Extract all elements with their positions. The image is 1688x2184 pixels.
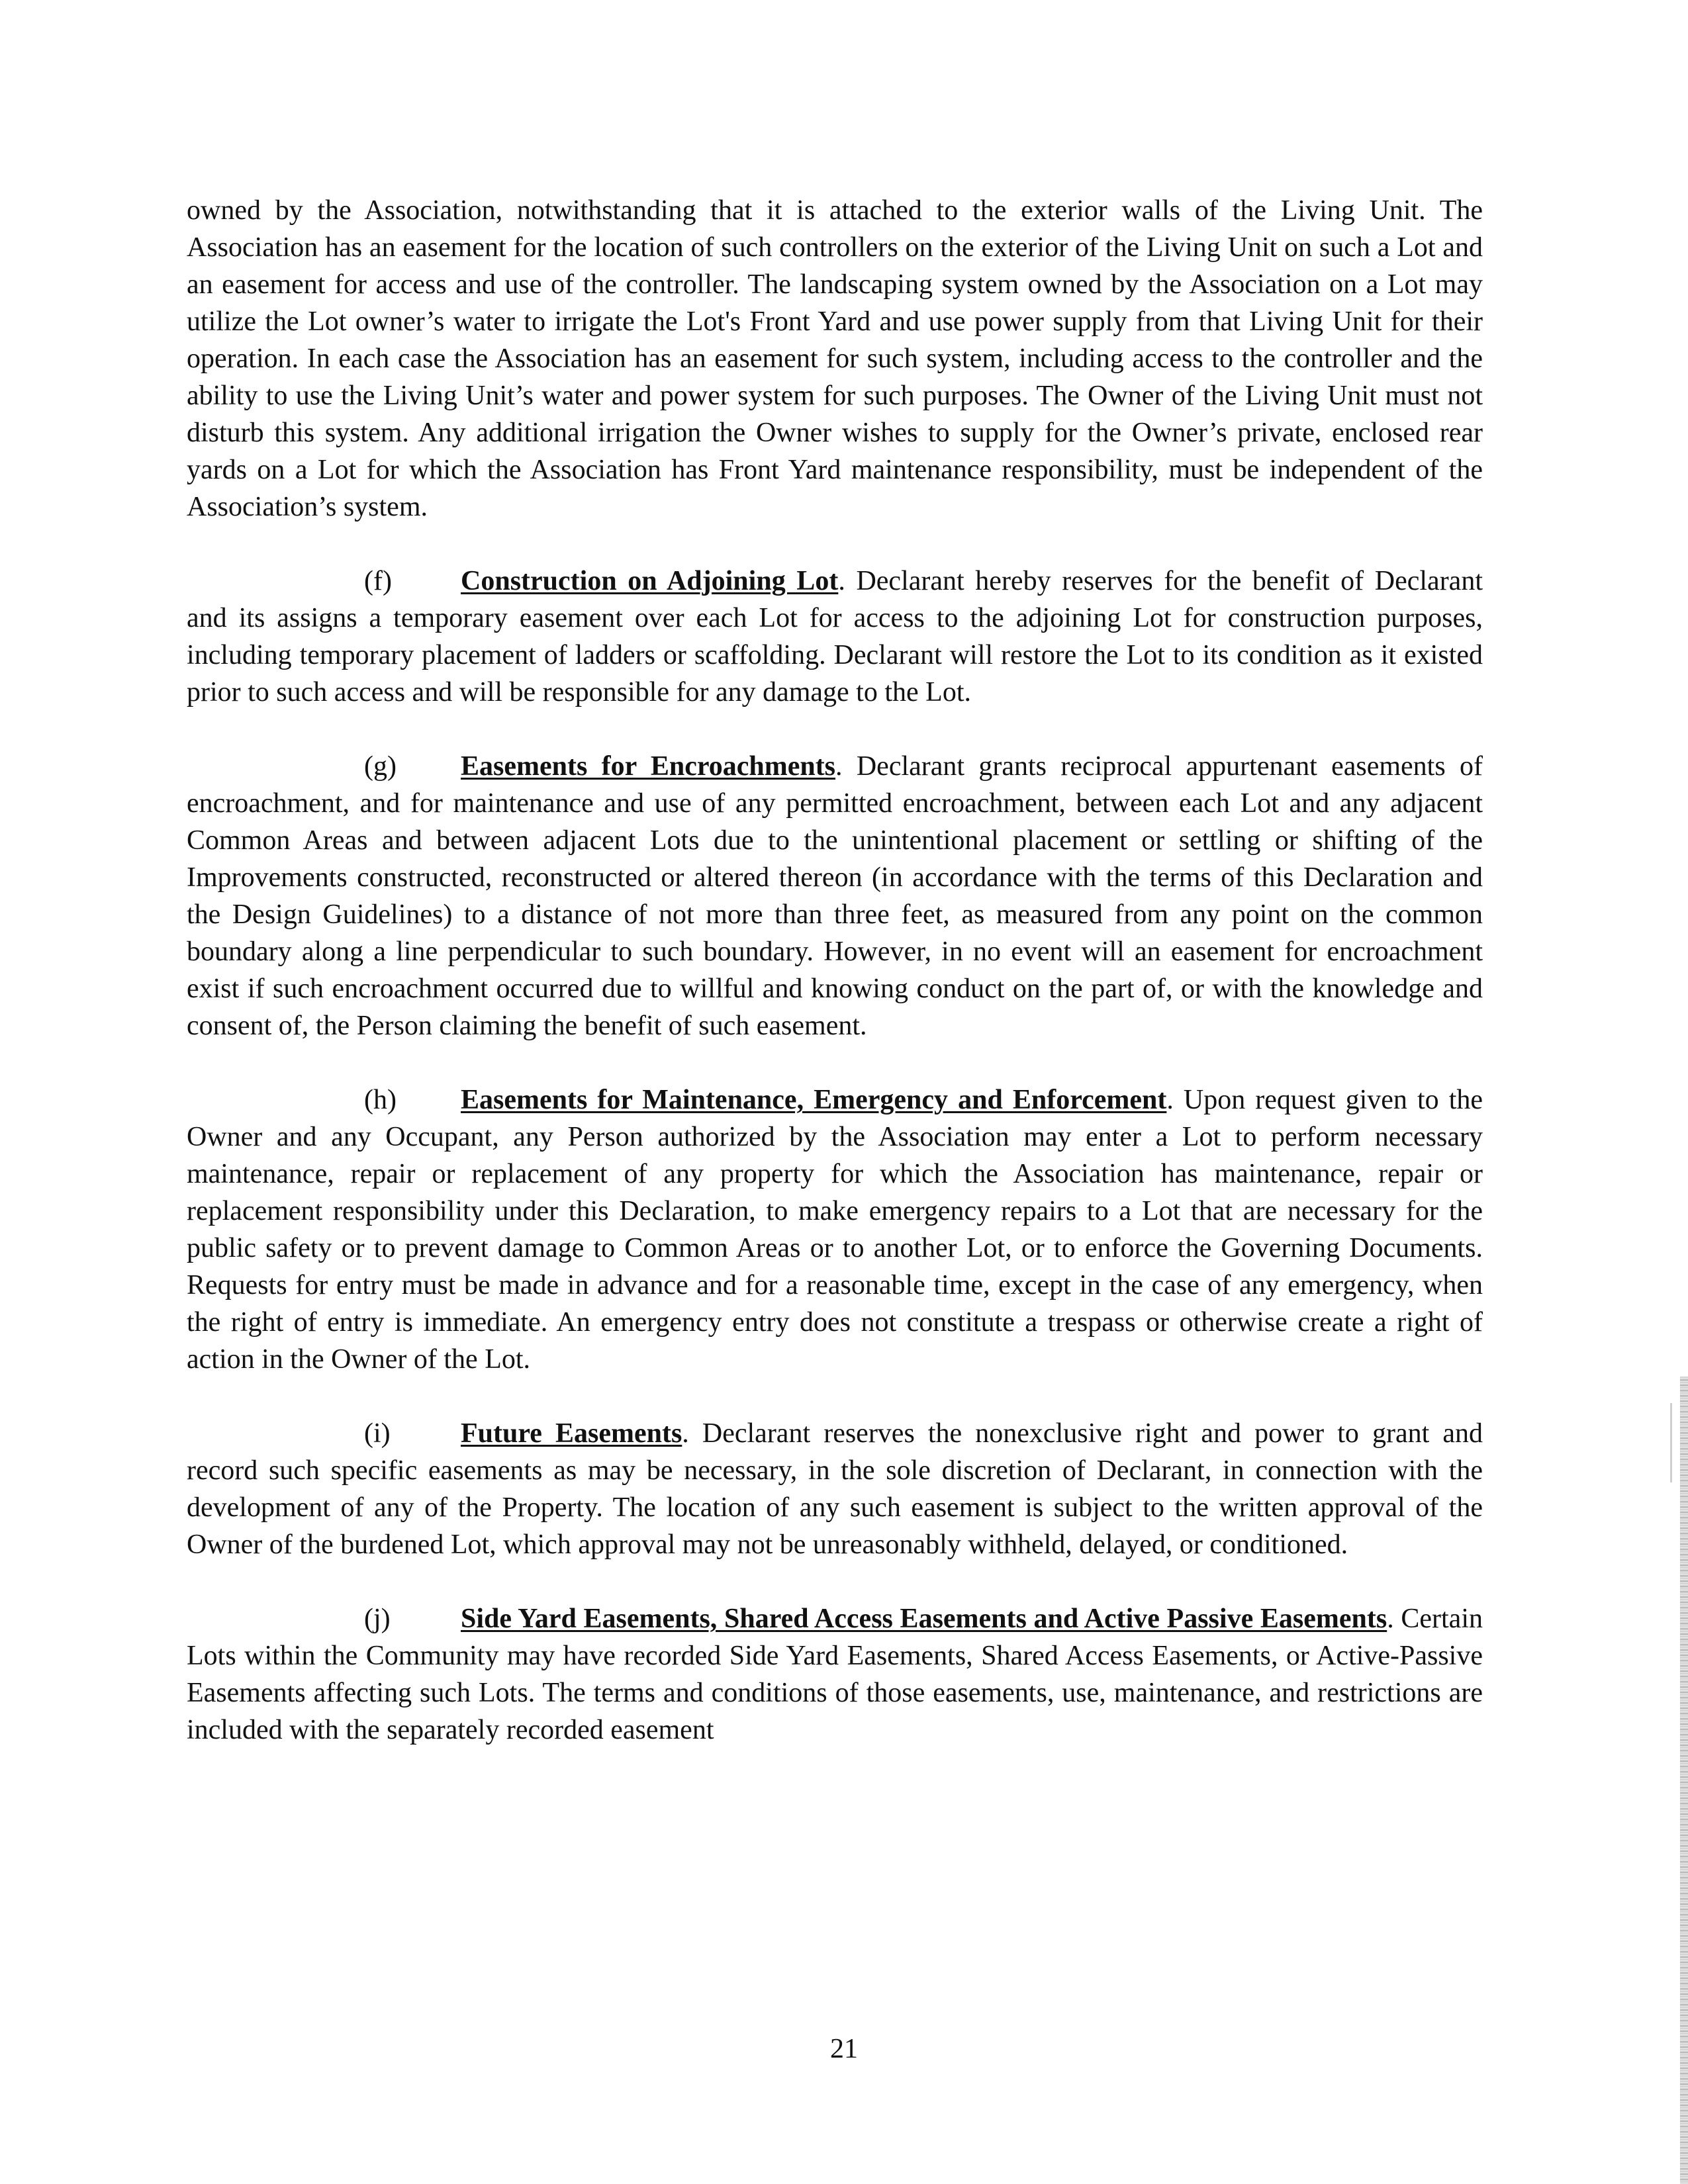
section-h-label: (h) <box>364 1085 397 1115</box>
section-f-heading: Construction on Adjoining Lot <box>461 566 839 596</box>
section-f-body: . Declarant hereby reserves for the benefit of Declarant and its assigns a temporary easement over each Lot for access to the adjoining Lot for construction purposes, including temporary placement of ladders or scaffolding. Declarant will restore the Lot to its condition as it existed prior to such access and will be responsible for any damage to the Lot. <box>187 566 1483 707</box>
paragraph-intro-text: owned by the Association, notwithstanding that it is attached to the exterior walls of the Living Unit. The Association has an easement for the location of such controllers on the exterior of the Living Unit on such a Lot and an easement for access and use of the controller. The landscaping system owned by the Association on a Lot may utilize the Lot owner’s water to irrigate the Lot's Front Yard and use power supply from that Living Unit for their operation. In each case the Association has an easement for such system, including access to the controller and the ability to use the Living Unit’s water and power system for such purposes. The Owner of the Living Unit must not disturb this system. Any additional irrigation the Owner wishes to supply for the Owner’s private, enclosed rear yards on a Lot for which the Association has Front Yard maintenance responsibility, must be independent of the Association’s system. <box>187 195 1483 522</box>
section-g <box>187 748 1483 1044</box>
section-i-label: (i) <box>364 1418 391 1449</box>
section-i-heading: Future Easements <box>461 1418 682 1449</box>
section-j-label: (j) <box>364 1604 391 1634</box>
section-j-heading: Side Yard Easements, Shared Access Easements and Active Passive Easements <box>461 1604 1387 1634</box>
section-h <box>187 1081 1483 1378</box>
document-body <box>187 192 1483 1786</box>
section-j <box>187 1600 1483 1749</box>
section-f-label: (f) <box>364 566 392 596</box>
scan-edge-artifact <box>1680 1377 1688 2184</box>
section-i-body: . Declarant reserves the nonexclusive right and power to grant and record such specific easements as may be necessary, in the sole discretion of Declarant, in connection with the development of any of the Property. The location of any such easement is subject to the written approval of the Owner of the burdened Lot, which approval may not be unreasonably withheld, delayed, or conditioned. <box>187 1418 1483 1560</box>
section-g-body: . Declarant grants reciprocal appurtenant easements of encroachment, and for maintenance and use of any permitted encroachment, between each Lot and any adjacent Common Areas and between adjacent Lots due to the unintentional placement or settling or shifting of the Improvements constructed, reconstructed or altered thereon (in accordance with the terms of this Declaration and the Design Guidelines) to a distance of not more than three feet, as measured from any point on the common boundary along a line perpendicular to such boundary. However, in no event will an easement for encroachment exist if such encroachment occurred due to willful and knowing conduct on the part of, or with the knowledge and consent of, the Person claiming the benefit of such easement. <box>187 751 1483 1041</box>
section-g-label: (g) <box>364 751 397 782</box>
scan-mark-artifact <box>1670 1403 1672 1482</box>
section-h-body: . Upon request given to the Owner and any Occupant, any Person authorized by the Association may enter a Lot to perform necessary maintenance, repair or replacement of any property for which the Association has maintenance, repair or replacement responsibility under this Declaration, to make emergency repairs to a Lot that are necessary for the public safety or to prevent damage to Common Areas or to another Lot, or to enforce the Governing Documents. Requests for entry must be made in advance and for a reasonable time, except in the case of any emergency, when the right of entry is immediate. An emergency entry does not constitute a trespass or otherwise create a right of action in the Owner of the Lot. <box>187 1085 1483 1375</box>
section-h-heading: Easements for Maintenance, Emergency and Enforcement <box>461 1085 1167 1115</box>
section-g-heading: Easements for Encroachments <box>461 751 836 782</box>
page-number: 21 <box>830 2034 858 2064</box>
section-i <box>187 1415 1483 1563</box>
section-j-body: . Certain Lots within the Community may have recorded Side Yard Easements, Shared Access Easements, or Active-Passive Easements affecting such Lots. The terms and conditions of those easements, use, maintenance, and restrictions are included with the separately recorded easement <box>187 1604 1483 1745</box>
paragraph-intro <box>187 192 1483 525</box>
section-f <box>187 563 1483 711</box>
